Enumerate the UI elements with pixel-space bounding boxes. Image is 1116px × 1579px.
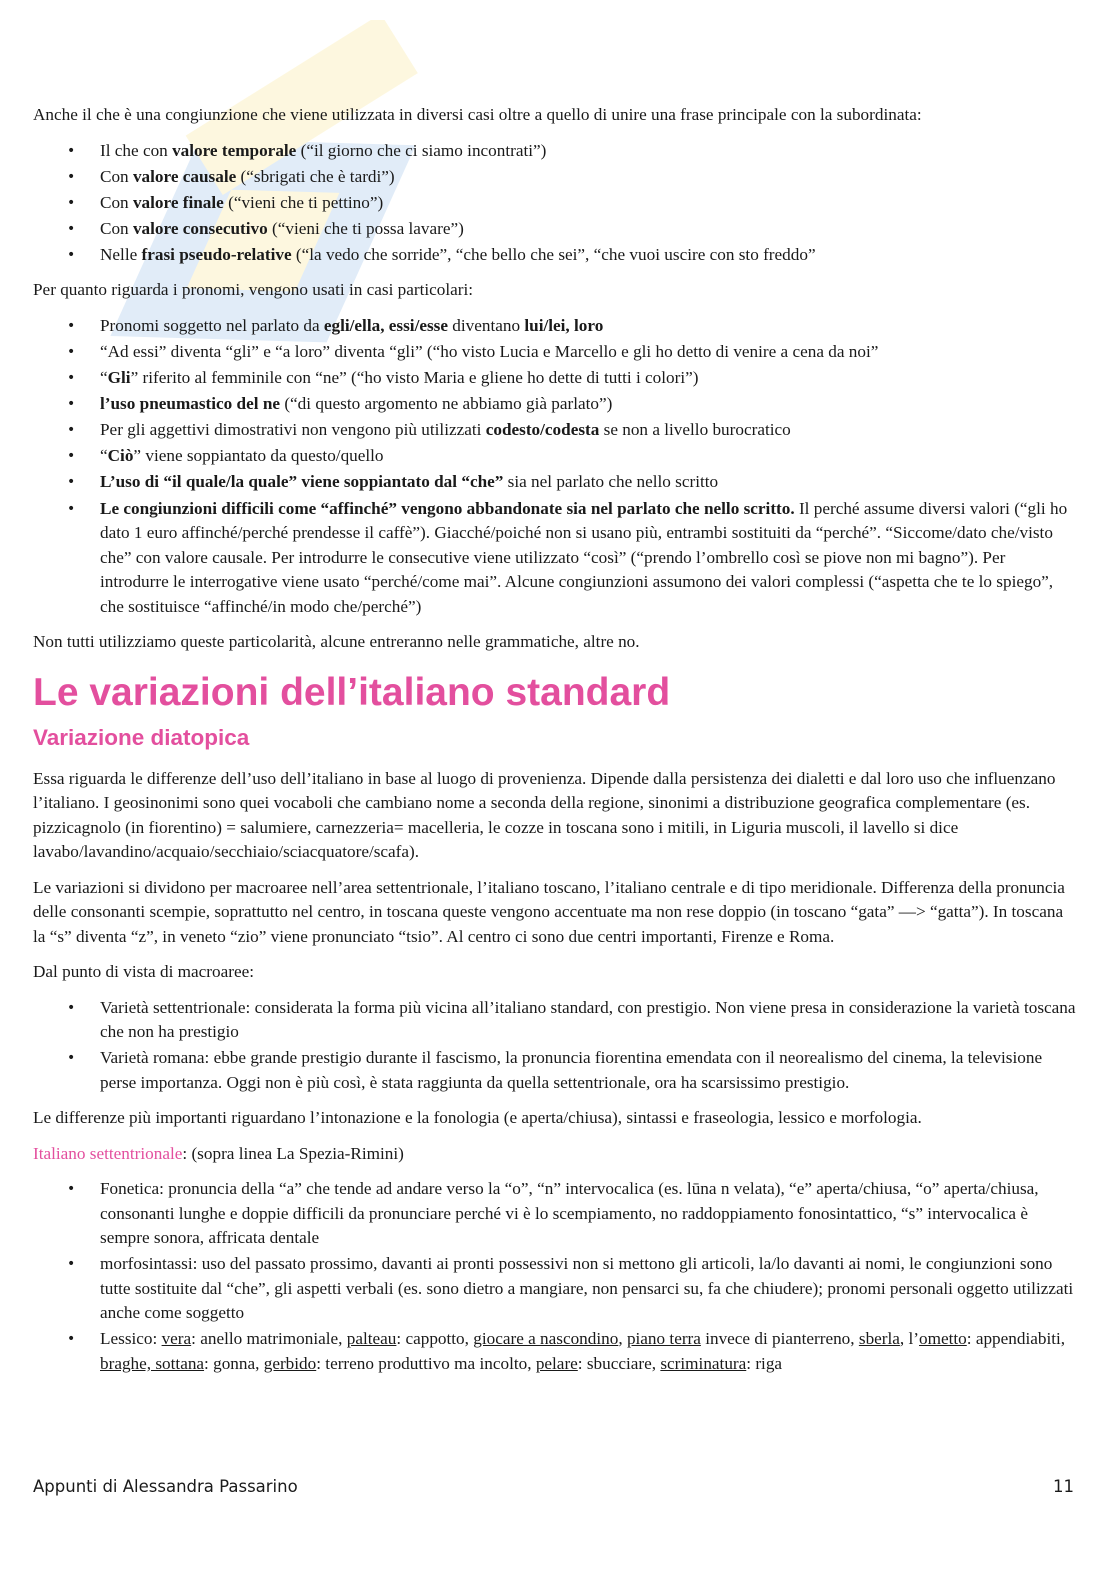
page-number: 11 — [1053, 1477, 1074, 1496]
pronouns-list — [33, 314, 1078, 619]
list-item: • Con valore consecutivo (“vieni che ti possa lavare”) — [100, 217, 1078, 242]
closing-paragraph: Non tutti utilizziamo queste particolarità, alcune entreranno nelle grammatiche, altre no. — [33, 632, 640, 652]
diatopica-paragraph-4: Le differenze più importanti riguardano l’intonazione e la fonologia (e aperta/chiusa), sintassi e fraseologia, lessico e morfologia. — [33, 1108, 922, 1128]
settentrionale-list — [33, 1177, 1078, 1376]
diatopica-paragraph-1: Essa riguarda le differenze dell’uso dell’italiano in base al luogo di provenienza. Dipende dalla persistenza dei dialetti e dal loro uso che influenzano l’italiano. I geosinonimi sono quei vocaboli che cambiano nome a seconda della regione, sinonimi a distribuzione geografica complementare (es. pizzicagnolo (in fiorentino) = salumiere, carnezzeria= macelleria, le cozze in toscana sono i mitili, in Liguria muscoli, il lavello si dice lavabo/lavandino/acquaio/secchiaio/sciacquatore/scafa). — [33, 768, 1056, 862]
list-item: • “Gli” riferito al femminile con “ne” (“ho visto Maria e gliene ho dette di tutti i colori”) — [100, 366, 1078, 391]
settentrionale-label: Italiano settentrionale: (sopra linea La Spezia-Rimini) — [33, 1143, 404, 1163]
pronouns-intro-paragraph: Per quanto riguarda i pronomi, vengono usati in casi particolari: — [33, 280, 474, 300]
list-item: • Con valore causale (“sbrigati che è tardi”) — [100, 165, 1078, 190]
intro-paragraph: Anche il che è una congiunzione che viene utilizzata in diversi casi oltre a quello di unire una frase principale con la subordinata: — [33, 105, 922, 124]
list-item: • Il che con valore temporale (“il giorno che ci siamo incontrati”) — [100, 139, 1078, 164]
list-item: • Varietà romana: ebbe grande prestigio durante il fascismo, la pronuncia fiorentina emendata con il neorealismo del cinema, la televisione perse importanza. Oggi non è più così, è stata raggiunta da quella settentrionale, ora ha scarsissimo prestigio. — [100, 1046, 1078, 1095]
list-item: • Varietà settentrionale: considerata la forma più vicina all’italiano standard, con prestigio. Non viene presa in considerazione la varietà toscana che non ha prestigio — [100, 996, 1078, 1045]
list-item: • Le congiunzioni difficili come “affinché” vengono abbandonate sia nel parlato che nello scritto. Il perché assume diversi valori (“gli ho dato 1 euro affinché/perché prendesse il caffè”). Giacché/poiché non si usano più, entrambi sostituiti da “perché”. “Siccome/dato che/visto che” con valore causale. Per introdurre le consecutive viene utilizzato “così” (“prendo l’ombrello così se piove non mi bagno”). Per introdurre le interrogative viene usato “perché/come mai”. Alcune congiunzioni assumono dei valori complessi (“aspetta che te lo spiego”, che sostituisce “affinché/in modo che/perché”) — [100, 497, 1078, 620]
macroaree-list — [33, 996, 1078, 1096]
list-item: • “Ciò” viene soppiantato da questo/quello — [100, 444, 1078, 469]
che-uses-list — [33, 139, 1078, 268]
settentrionale-title: Italiano settentrionale — [33, 1143, 183, 1163]
list-item: • l’uso pneumastico del ne (“di questo argomento ne abbiamo già parlato”) — [100, 392, 1078, 417]
list-item: • “Ad essi” diventa “gli” e “a loro” diventa “gli” (“ho visto Lucia e Marcello e gli ho detto di venire a cena da noi” — [100, 340, 1078, 365]
page-content — [33, 103, 1078, 1387]
diatopica-paragraph-2: Le variazioni si dividono per macroaree nell’area settentrionale, l’italiano toscano, l’italiano centrale e di tipo meridionale. Differenza della pronuncia delle consonanti scempie, soprattutto nel centro, in toscana queste vengono accentuate ma non rese doppio (in toscano “gata” —> “gatta”). In toscana la “s” diventa “z”, in veneto “zio” viene pronunciato “tsio”. Al centro ci sono due centri importanti, Firenze e Roma. — [33, 877, 1065, 946]
list-item: • Lessico: vera: anello matrimoniale, palteau: cappotto, giocare a nascondino, piano terra invece di pianterreno, sberla, l’ometto: appendiabiti, braghe, sottana: gonna, gerbido: terreno produttivo ma incolto, pelare: sbucciare, scriminatura: riga — [100, 1327, 1078, 1376]
list-item: • morfosintassi: uso del passato prossimo, davanti ai pronti possessivi non si mettono gli articoli, la/lo davanti ai nomi, le congiunzioni sono tutte sostituite dal “che”, gli aspetti verbali (es. sono dietro a mangiare, non pensarci su, fa che chiudere); pronomi personali oggetto utilizzati anche come soggetto — [100, 1252, 1078, 1326]
list-item: • Per gli aggettivi dimostrativi non vengono più utilizzati codesto/codesta se non a livello burocratico — [100, 418, 1078, 443]
section-heading: Le variazioni dell’italiano standard — [33, 670, 671, 714]
list-item: • Pronomi soggetto nel parlato da egli/ella, essi/esse diventano lui/lei, loro — [100, 314, 1078, 339]
list-item: • Fonetica: pronuncia della “a” che tende ad andare verso la “o”, “n” intervocalica (es. lūna n velata), “e” aperta/chiusa, “o” aperta/chiusa, consonanti lunghe e doppie difficili da pronunciare perché vi è lo scempiamento, no raddoppiamento fonosintattico, “s” intervocalica è sempre sonora, affricata dentale — [100, 1177, 1078, 1251]
list-item: • Con valore finale (“vieni che ti pettino”) — [100, 191, 1078, 216]
footer-author: Appunti di Alessandra Passarino — [33, 1477, 298, 1496]
diatopica-paragraph-3: Dal punto di vista di macroaree: — [33, 962, 254, 982]
list-item: • L’uso di “il quale/la quale” viene soppiantato dal “che” sia nel parlato che nello scritto — [100, 470, 1078, 495]
list-item: • Nelle frasi pseudo-relative (“la vedo che sorride”, “che bello che sei”, “che vuoi uscire con sto freddo” — [100, 243, 1078, 268]
subsection-heading: Variazione diatopica — [33, 724, 250, 750]
